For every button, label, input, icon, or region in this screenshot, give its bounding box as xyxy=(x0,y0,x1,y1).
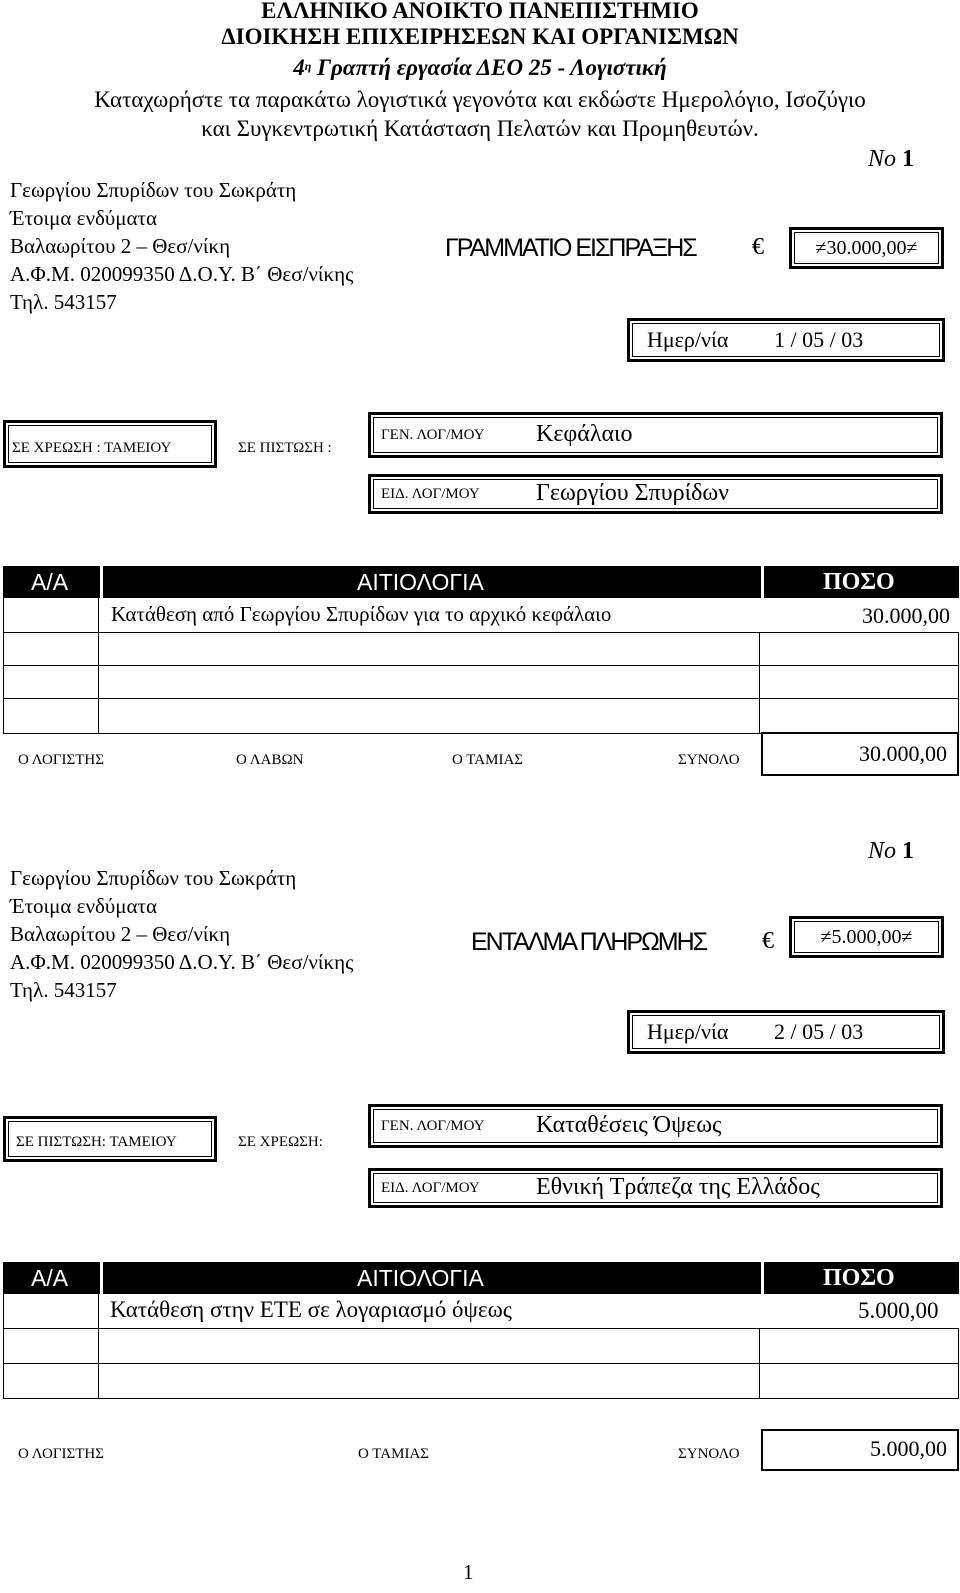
doc1-date-label: Ημερ/νία xyxy=(647,327,729,352)
doc2-table-header xyxy=(3,1262,959,1294)
doc1-sig-accountant: Ο ΛΟΓΙΣΤΗΣ xyxy=(18,752,104,768)
doc1-gen-value: Κεφάλαιο xyxy=(536,421,633,447)
doc2-credit: ΣΕ ΠΙΣΤΩΣΗ: ΤΑΜΕΙΟΥ xyxy=(16,1134,177,1150)
school-title: ΔΙΟΙΚΗΣΗ ΕΠΙΧΕΙΡΗΣΕΩΝ ΚΑΙ ΟΡΓΑΝΙΣΜΩΝ xyxy=(221,24,739,49)
doc1-debit: ΣΕ ΧΡΕΩΣΗ : ΤΑΜΕΙΟΥ xyxy=(12,440,172,456)
doc2-euro-icon: € xyxy=(762,928,774,954)
doc1-eid-value: Γεωργίου Σπυρίδων xyxy=(536,480,730,506)
doc1-row1-amount: 30.000,00 xyxy=(862,603,950,628)
doc1-row2-aa xyxy=(3,632,99,666)
doc1-total: 30.000,00 xyxy=(859,741,947,766)
doc1-row1-aa xyxy=(3,598,99,632)
doc2-title: ΕΝΤΑΛΜΑ ΠΛΗΡΩΜΗΣ xyxy=(471,928,707,956)
doc1-date-value: 1 / 05 / 03 xyxy=(774,327,864,352)
page-number: 1 xyxy=(463,1560,474,1584)
doc2-gen-label: ΓΕΝ. ΛΟΓ/ΜΟΥ xyxy=(381,1118,485,1134)
doc1-euro-icon: € xyxy=(752,234,764,260)
assignment-title: $4^\eta$ Γραπτή εργασία ΔΕΟ 25 - Λογιστική xyxy=(293,55,667,80)
instructions-line-1: Καταχωρήστε τα παρακάτω λογιστικά γεγονότα και εκδώστε Ημερολόγιο, Ισοζύγιο xyxy=(94,87,866,112)
doc1-col-aa: Α/Α xyxy=(31,569,69,595)
doc2-col-aa: Α/Α xyxy=(31,1265,69,1291)
doc1-number: Νο 1 xyxy=(868,146,915,172)
doc2-row2-aa xyxy=(3,1328,99,1364)
doc1-col-divider xyxy=(100,566,103,598)
doc2-row3-aa xyxy=(3,1363,99,1399)
doc1-row4-text xyxy=(98,698,760,734)
doc2-address: Γεωργίου Σπυρίδων του Σωκράτη Έτοιμα ενδύματα Βαλαωρίτου 2 – Θεσ/νίκη Α.Φ.Μ. 020099350 Δ.Ο.Υ. Β΄ Θεσ/νίκης Τηλ. 543157 xyxy=(10,866,354,1002)
doc1-eid-label: ΕΙΔ. ΛΟΓ/ΜΟΥ xyxy=(381,486,480,502)
doc2-sig-cashier: Ο ΤΑΜΙΑΣ xyxy=(358,1446,430,1462)
doc1-amount: ≠30.000,00≠ xyxy=(815,237,918,259)
doc1-total-box xyxy=(761,732,959,776)
doc2-amount: ≠5.000,00≠ xyxy=(820,926,913,948)
doc2-credit-box xyxy=(3,1116,217,1162)
instructions-line-2: και Συγκεντρωτική Κατάσταση Πελατών και Προμηθευτών. xyxy=(201,116,759,141)
doc2-number: Νο 1 xyxy=(868,838,915,864)
doc2-eid-value: Εθνική Τράπεζα της Ελλάδος xyxy=(536,1174,820,1200)
doc2-eid-label: ΕΙΔ. ΛΟΓ/ΜΟΥ xyxy=(381,1180,480,1196)
doc1-total-label: ΣΥΝΟΛΟ xyxy=(678,752,740,768)
doc1-row1-text: Κατάθεση από Γεωργίου Σπυρίδων για το αρχικό κεφάλαιο xyxy=(111,602,612,626)
doc2-col-reason: ΑΙΤΙΟΛΟΓΙΑ xyxy=(357,1265,484,1291)
doc1-sig-cashier: Ο ΤΑΜΙΑΣ xyxy=(452,752,524,768)
doc1-col-amount: ΠΟΣΟ xyxy=(823,569,895,595)
doc2-row1-aa xyxy=(3,1294,99,1328)
doc2-row3-amount xyxy=(759,1363,959,1399)
doc2-sig-accountant: Ο ΛΟΓΙΣΤΗΣ xyxy=(18,1446,104,1462)
doc1-table-header xyxy=(3,566,959,598)
doc1-row3-amount xyxy=(759,665,959,699)
doc1-debit-box xyxy=(3,420,217,468)
doc2-row1-text: Κατάθεση στην ΕΤΕ σε λογαριασμό όψεως xyxy=(110,1297,512,1322)
doc2-row2-amount xyxy=(759,1328,959,1364)
doc1-address: Γεωργίου Σπυρίδων του Σωκράτη Έτοιμα ενδύματα Βαλαωρίτου 2 – Θεσ/νίκη Α.Φ.Μ. 020099350 Δ.Ο.Υ. Β΄ Θεσ/νίκης Τηλ. 543157 xyxy=(10,178,354,314)
doc2-total-label: ΣΥΝΟΛΟ xyxy=(678,1446,740,1462)
doc2-gen-account-box xyxy=(368,1104,943,1148)
doc2-debit: ΣΕ ΧΡΕΩΣΗ: xyxy=(238,1134,323,1150)
doc1-date-box xyxy=(627,318,945,362)
doc2-eid-account-box xyxy=(368,1168,943,1208)
doc1-gen-account-box xyxy=(368,412,943,458)
doc1-col-reason: ΑΙΤΙΟΛΟΓΙΑ xyxy=(357,569,484,595)
university-title: ΕΛΛΗΝΙΚΟ ΑΝΟΙΚΤΟ ΠΑΝΕΠΙΣΤΗΜΙΟ xyxy=(261,0,699,23)
doc2-col-divider-2 xyxy=(761,1262,764,1294)
doc1-amount-box xyxy=(789,227,944,269)
doc2-row1-amount: 5.000,00 xyxy=(858,1298,939,1323)
doc2-gen-value: Καταθέσεις Όψεως xyxy=(536,1112,722,1138)
doc2-total-box xyxy=(761,1429,959,1471)
doc1-row3-text xyxy=(98,665,760,699)
doc2-date-value: 2 / 05 / 03 xyxy=(774,1019,864,1044)
doc1-title: ΓΡΑΜΜΑΤΙΟ ΕΙΣΠΡΑΞΗΣ xyxy=(445,234,696,262)
doc1-credit: ΣΕ ΠΙΣΤΩΣΗ : xyxy=(238,440,332,456)
doc1-row4-amount xyxy=(759,698,959,734)
doc2-col-divider xyxy=(100,1262,103,1294)
doc1-row4-aa xyxy=(3,698,99,734)
doc1-sig-receiver: Ο ΛΑΒΩΝ xyxy=(236,752,304,768)
doc1-row2-text xyxy=(98,632,760,666)
doc2-date-label: Ημερ/νία xyxy=(647,1019,729,1044)
doc1-gen-label: ΓΕΝ. ΛΟΓ/ΜΟΥ xyxy=(381,427,485,443)
doc1-row3-aa xyxy=(3,665,99,699)
doc1-col-divider-2 xyxy=(761,566,764,598)
doc1-eid-account-box xyxy=(368,474,943,514)
doc2-total: 5.000,00 xyxy=(870,1436,947,1461)
doc2-date-box xyxy=(627,1010,945,1054)
doc2-amount-box xyxy=(789,916,944,958)
doc2-col-amount: ΠΟΣΟ xyxy=(823,1265,895,1291)
doc2-row3-text xyxy=(98,1363,760,1399)
doc1-row2-amount xyxy=(759,632,959,666)
doc2-row2-text xyxy=(98,1328,760,1364)
